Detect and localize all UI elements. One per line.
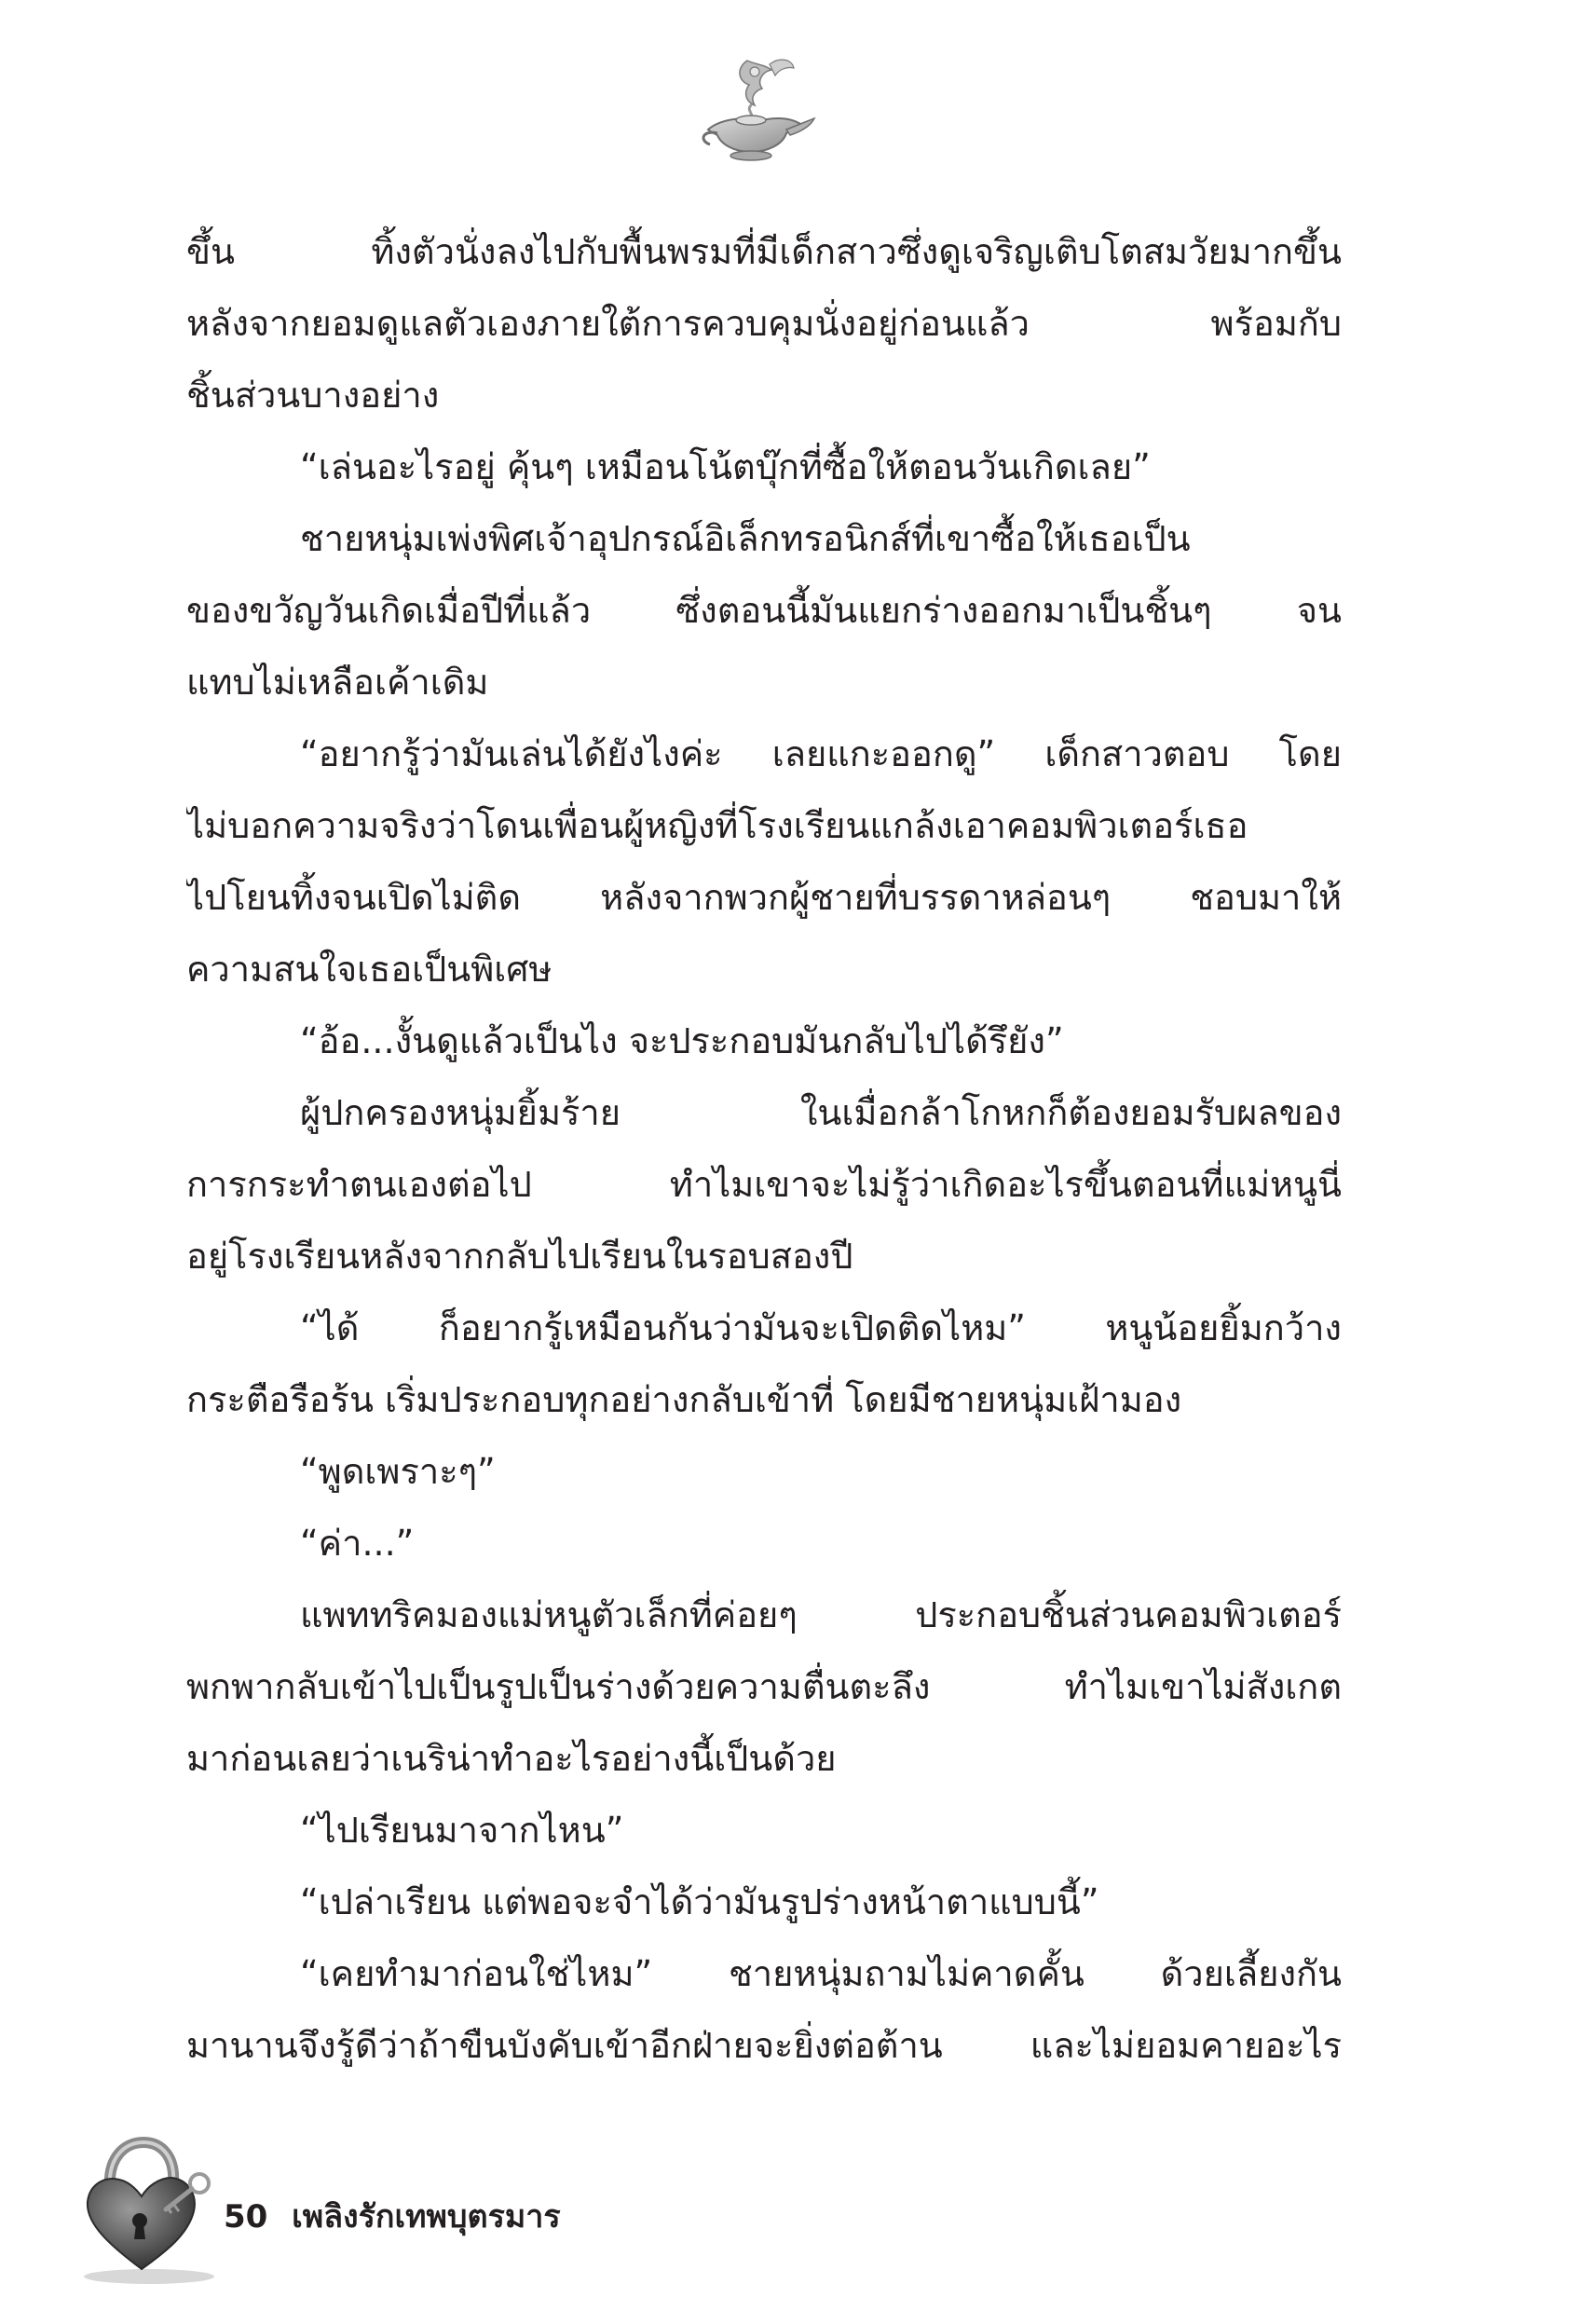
text-line: ชิ้นส่วนบางอย่าง (186, 375, 440, 416)
text-line: “ได้ ก็อยากรู้เหมือนกันว่ามันจะเปิดติดไหม” หนูน้อยยิ้มกว้าง (300, 1307, 1342, 1348)
text-line: แพททริคมองแม่หนูตัวเล็กที่ค่อยๆ ประกอบชิ้นส่วนคอมพิวเตอร์ (300, 1594, 1342, 1635)
text-line: มานานจึงรู้ดีว่าถ้าขืนบังคับเข้าอีกฝ่ายจะยิ่งต่อต้าน และไม่ยอมคายอะไร (186, 2025, 1342, 2066)
text-line: มาก่อนเลยว่าเนริน่าทำอะไรอย่างนี้เป็นด้วย (186, 1738, 837, 1779)
text-line: ผู้ปกครองหนุ่มยิ้มร้าย ในเมื่อกล้าโกหกก็ต้องยอมรับผลของ (300, 1092, 1342, 1133)
text-line: กระตือรือร้น เริ่มประกอบทุกอย่างกลับเข้าที่ โดยมีชายหนุ่มเฝ้ามอง (186, 1379, 1182, 1420)
page-number: 50 (224, 2198, 268, 2236)
cupid-genie-lamp-icon (689, 51, 820, 163)
text-line: อยู่โรงเรียนหลังจากกลับไปเรียนในรอบสองปี (186, 1236, 853, 1277)
text-line: แทบไม่เหลือเค้าเดิม (186, 662, 489, 703)
text-line: พกพากลับเข้าไปเป็นรูปเป็นร่างด้วยความตื่นตะลึง ทำไมเขาไม่สังเกต (186, 1666, 1342, 1707)
text-line: ไปโยนทิ้งจนเปิดไม่ติด หลังจากพวกผู้ชายที่บรรดาหล่อนๆ ชอบมาให้ (186, 877, 1342, 918)
page-footer (75, 2129, 727, 2288)
text-line: “เปล่าเรียน แต่พอจะจำได้ว่ามันรูปร่างหน้าตาแบบนี้” (300, 1881, 1099, 1922)
text-line: “เคยทำมาก่อนใช่ไหม” ชายหนุ่มถามไม่คาดคั้น ด้วยเลี้ยงกัน (300, 1953, 1342, 1994)
text-line: “อ้อ...งั้นดูแล้วเป็นไง จะประกอบมันกลับไปได้รึยัง” (300, 1020, 1064, 1061)
text-line: ความสนใจเธอเป็นพิเศษ (186, 949, 552, 990)
text-line: ของขวัญวันเกิดเมื่อปีที่แล้ว ซึ่งตอนนี้มันแยกร่างออกมาเป็นชิ้นๆ จน (186, 590, 1342, 631)
body-text (186, 216, 1342, 2082)
text-line: ขึ้น ทิ้งตัวนั่งลงไปกับพื้นพรมที่มีเด็กสาวซึ่งดูเจริญเติบโตสมวัยมากขึ้น (186, 231, 1342, 272)
text-line: “ค่า...” (300, 1523, 415, 1564)
text-line: หลังจากยอมดูแลตัวเองภายใต้การควบคุมนั่งอยู่ก่อนแล้ว พร้อมกับ (186, 303, 1342, 344)
text-line: “อยากรู้ว่ามันเล่นได้ยังไงค่ะ เลยแกะออกดู” เด็กสาวตอบ โดย (300, 733, 1342, 774)
page-footer-text (224, 2191, 561, 2241)
text-line: การกระทำตนเองต่อไป ทำไมเขาจะไม่รู้ว่าเกิดอะไรขึ้นตอนที่แม่หนูนี่ (186, 1164, 1342, 1205)
text-line: ชายหนุ่มเพ่งพิศเจ้าอุปกรณ์อิเล็กทรอนิกส์ที่เขาซื้อให้เธอเป็น (300, 518, 1191, 559)
text-line: “พูดเพราะๆ” (300, 1451, 496, 1492)
text-line: “ไปเรียนมาจากไหน” (300, 1810, 624, 1851)
text-line: ไม่บอกความจริงว่าโดนเพื่อนผู้หญิงที่โรงเรียนแกล้งเอาคอมพิวเตอร์เธอ (186, 805, 1248, 846)
text-line: “เล่นอะไรอยู่ คุ้นๆ เหมือนโน้ตบุ๊กที่ซื้อให้ตอนวันเกิดเลย” (300, 446, 1151, 487)
book-title: เพลิงรักเทพบุตรมาร (292, 2198, 561, 2236)
